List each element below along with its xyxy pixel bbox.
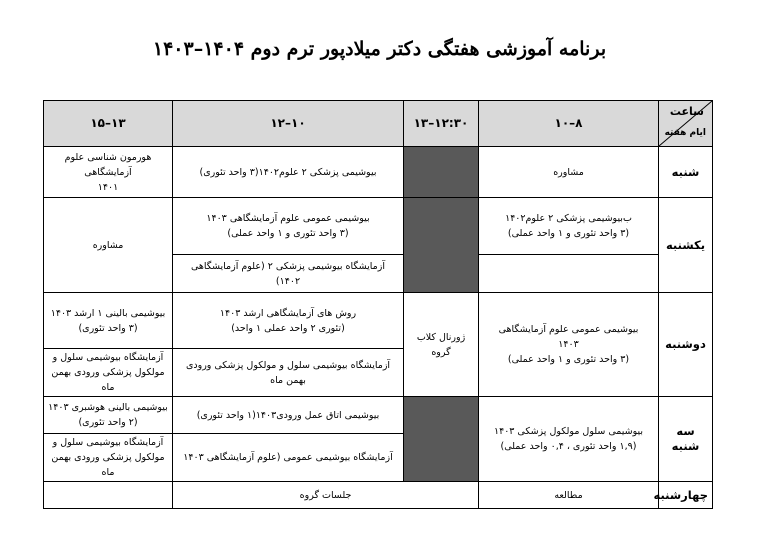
cell-sun-8-10-b: [479, 255, 659, 293]
cell-mon-13-15-a: بیوشیمی بالینی ۱ ارشد ۱۴۰۳ (۳ واحد تئوری): [44, 293, 173, 349]
cell-sat-8-10: مشاوره: [479, 147, 659, 198]
cell-wed-13-15: [44, 482, 173, 509]
col-header-13-15: ۱۳–۱۵: [44, 101, 173, 147]
col-header-1230-13: ۱۲:۳۰–۱۳: [404, 101, 479, 147]
cell-sat-1230-13: [404, 147, 479, 198]
cell-sun-10-12-b: آزمایشگاه بیوشیمی پزشکی ۲ (علوم آزمایشگاهی ۱۴۰۲): [173, 255, 404, 293]
cell-sat-10-12: بیوشیمی پزشکی ۲ علوم۱۴۰۲(۳ واحد تئوری): [173, 147, 404, 198]
cell-tue-1230-13: [404, 397, 479, 482]
cell-mon-1230-13: ژورنال کلاب گروه: [404, 293, 479, 397]
cell-tue-10-12-a: بیوشیمی اتاق عمل ورودی۱۴۰۳(۱ واحد تئوری): [173, 397, 404, 434]
cell-mon-10-12-b: آزمایشگاه بیوشیمی سلول و مولکول پزشکی ورودی بهمن ماه: [173, 349, 404, 397]
weekly-schedule-table: [43, 100, 713, 509]
cell-mon-10-12-a: روش های آزمایشگاهی ارشد ۱۴۰۳ (تئوری ۲ واحد عملی ۱ واحد): [173, 293, 404, 349]
col-header-8-10: ۸–۱۰: [479, 101, 659, 147]
cell-mon-13-15-b: آزمایشگاه بیوشیمی سلول و مولکول پزشکی ورودی بهمن ماه: [44, 349, 173, 397]
cell-sat-13-15: هورمون شناسی علوم آزمایشگاهی ۱۴۰۱: [44, 147, 173, 198]
cell-tue-13-15-b: آزمایشگاه بیوشیمی سلول و مولکول پزشکی ورودی بهمن ماه: [44, 434, 173, 482]
day-saturday: شنبه: [659, 147, 713, 198]
cell-sun-8-10: ب‌بیوشیمی پزشکی ۲ علوم۱۴۰۲ (۳ واحد تئوری و ۱ واحد عملی): [479, 198, 659, 255]
cell-tue-10-12-b: آزمایشگاه بیوشیمی عمومی (علوم آزمایشگاهی ۱۴۰۳: [173, 434, 404, 482]
day-monday: دوشنبه: [659, 293, 713, 397]
cell-tue-8-10: بیوشیمی سلول مولکول پزشکی ۱۴۰۳ (۱,۹ واحد تئوری ، ۰,۴ واحد عملی): [479, 397, 659, 482]
cell-tue-13-15-a: بیوشیمی بالینی هوشبری ۱۴۰۳ (۲ واحد تئوری): [44, 397, 173, 434]
cell-sun-13-15: مشاوره: [44, 198, 173, 293]
page-title: برنامه آموزشی هفتگی دکتر میلادپور ترم دوم ۱۴۰۴–۱۴۰۳: [152, 38, 607, 60]
cell-sun-10-12-a: بیوشیمی عمومی علوم آزمایشگاهی ۱۴۰۳ (۳ واحد تئوری و ۱ واحد عملی): [173, 198, 404, 255]
corner-time-label: ساعت: [669, 105, 704, 118]
cell-sun-1230-13: [404, 198, 479, 293]
cell-wed-1030-1230: جلسات گروه: [173, 482, 479, 509]
day-tuesday: سه شنبه: [659, 397, 713, 482]
day-wednesday: چهارشنبه: [659, 482, 713, 509]
col-header-10-12: ۱۰–۱۲: [173, 101, 404, 147]
corner-days-label: ایام هفته: [664, 128, 706, 138]
cell-mon-8-10: بیوشیمی عمومی علوم آزمایشگاهی ۱۴۰۳ (۳ واحد تئوری و ۱ واحد عملی): [479, 293, 659, 397]
day-sunday: یکشنبه: [659, 198, 713, 293]
corner-header-cell: [659, 101, 713, 147]
cell-wed-8-10: مطالعه: [479, 482, 659, 509]
